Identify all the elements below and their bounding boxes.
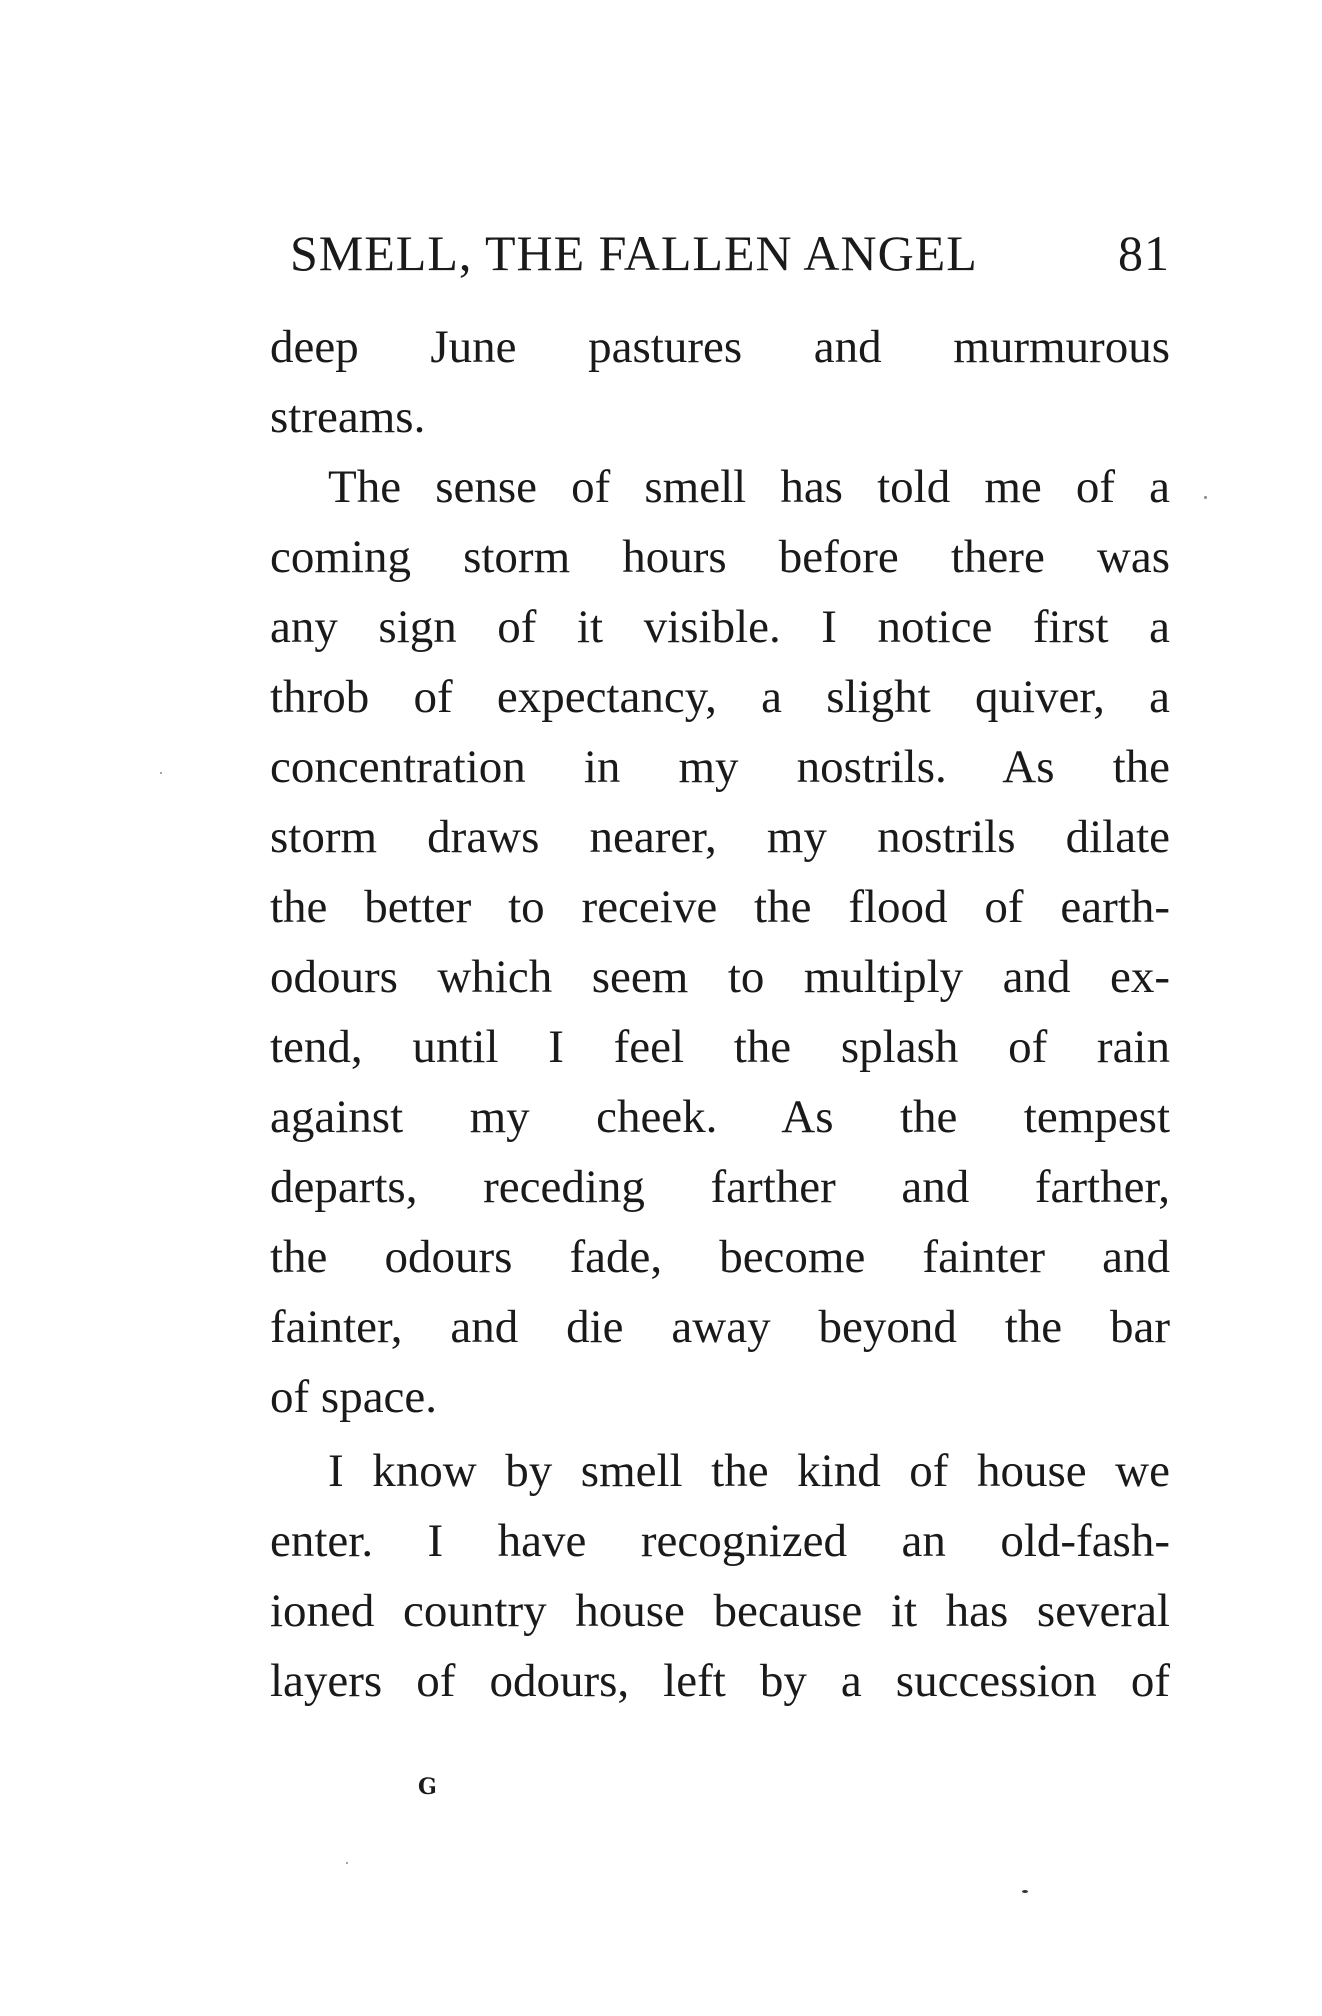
text-line: concentration in my nostrils. As the bbox=[270, 741, 1170, 793]
running-head bbox=[282, 218, 1172, 288]
text-line: fainter, and die away beyond the bar bbox=[270, 1301, 1170, 1353]
signature-mark: G bbox=[418, 1774, 437, 1800]
paper-speck bbox=[1022, 1890, 1028, 1893]
paper-speck bbox=[346, 1862, 348, 1864]
text-line: streams. bbox=[270, 391, 426, 443]
text-line: of space. bbox=[270, 1371, 438, 1423]
text-line: storm draws nearer, my nostrils dilate bbox=[270, 811, 1170, 863]
paragraph-first-line: The sense of smell has told me of a bbox=[328, 461, 1170, 513]
paragraph-first-line: I know by smell the kind of house we bbox=[328, 1445, 1170, 1497]
running-head-title: SMELL, THE FALLEN ANGEL bbox=[290, 225, 978, 281]
text-line: departs, receding farther and farther, bbox=[270, 1161, 1170, 1213]
text-line: deep June pastures and murmurous bbox=[270, 321, 1170, 373]
text-line: ioned country house because it has several bbox=[270, 1585, 1170, 1637]
text-line: enter. I have recognized an old-fash- bbox=[270, 1515, 1170, 1567]
paper-speck bbox=[160, 772, 162, 774]
page-number: 81 bbox=[1118, 225, 1170, 281]
text-line: odours which seem to multiply and ex- bbox=[270, 951, 1170, 1003]
text-line: any sign of it visible. I notice first a bbox=[270, 601, 1170, 653]
text-line: tend, until I feel the splash of rain bbox=[270, 1021, 1170, 1073]
text-line: the odours fade, become fainter and bbox=[270, 1231, 1170, 1283]
text-line: coming storm hours before there was bbox=[270, 531, 1170, 583]
text-line: layers of odours, left by a succession of bbox=[270, 1655, 1170, 1707]
text-line: throb of expectancy, a slight quiver, a bbox=[270, 671, 1170, 723]
paper-speck bbox=[1204, 496, 1207, 499]
text-line: the better to receive the flood of earth- bbox=[270, 881, 1170, 933]
text-line: against my cheek. As the tempest bbox=[270, 1091, 1170, 1143]
